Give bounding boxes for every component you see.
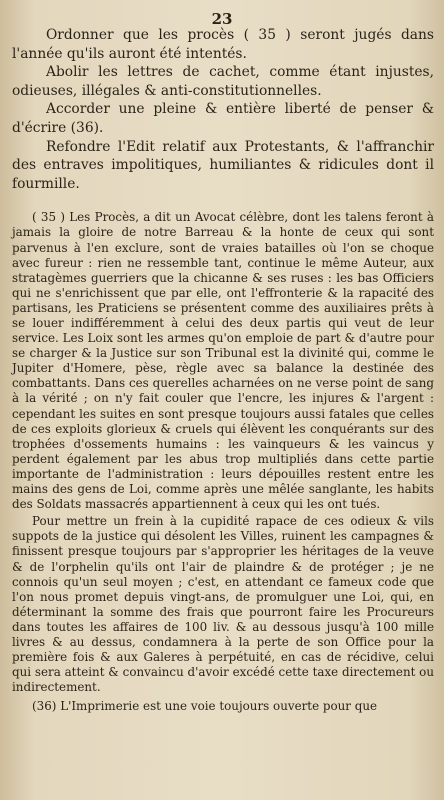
main-paragraph: Ordonner que les procès ( 35 ) seront jugés dans l'année qu'ils auront été intentés. <box>12 27 434 62</box>
footnote-36-start: (36) L'Imprimerie est une voie toujours ouverte pour que <box>32 699 378 714</box>
text-block <box>12 26 434 714</box>
page-number: 23 <box>211 10 233 28</box>
main-paragraph: Accorder une pleine & entière liberté de penser & d'écrire (36). <box>12 101 434 136</box>
main-paragraph: Refondre l'Edit relatif aux Protestants, & l'affranchir des entraves impolitiques, humiliantes & ridicules dont il fourmille. <box>12 138 434 192</box>
main-text <box>12 26 434 193</box>
footnote-35-continued: Pour mettre un frein à la cupidité rapace de ces odieux & vils suppots de la justice qui désolent les Villes, ruinent les campagnes & finissent presque toujours par s'approprier les héritages de la veuve & de l'orphelin qu'ils ont l'air de plaindre & de protéger ; je ne connois qu'un seul moyen ; c'est, en attendant ce fameux code que l'on nous promet depuis vingt-ans, de promulguer une Loi, qui, en déterminant la somme des frais que pourront faire les Procureurs dans toutes les affaires de 100 liv. & au dessous jusqu'à 100 mille livres & au dessus, condamnera à la perte de son Office pour la première fois & aux Galeres à perpétuité, en cas de récidive, celui qui sera atteint & convaincu d'avoir excédé cette taxe directement ou indirectement. <box>12 514 434 695</box>
footnotes <box>12 210 434 714</box>
main-paragraph: Abolir les lettres de cachet, comme étant injustes, odieuses, illégales & anti-constitutionnelles. <box>12 64 434 99</box>
footnote-35: ( 35 ) Les Procès, a dit un Avocat célèbre, dont les talens feront à jamais la gloire de notre Barreau & la honte de ceux qui sont parvenus à l'en exclure, sont de vraies batailles où l'on se choque avec fureur : rien ne ressemble tant, continue le même Auteur, aux stratagèmes guerriers que la chicanne & ses ruses : les bas Officiers qui ne s'enrichissent que par elle, ont l'effronterie & la rapacité des partisans, les Praticiens se présentent comme des auxiliaires prêts à se louer indifféremment à celui des deux partis qui veut de leur service. Les Loix sont les armes qu'on emploie de part & d'autre pour se charger & la Justice sur son Tribunal est la divinité qui, comme le Jupiter d'Homere, pèse, règle avec sa balance la destinée des combattants. Dans ces querelles acharnées on ne verse point de sang à la vérité ; on n'y fait couler que l'encre, les injures & l'argent : cependant les suites en sont presque toujours aussi fatales que celles de ces exploits glorieux & cruels qui élèvent les conquérants sur des trophées d'ossements humains : les vainqueurs & les vaincus y perdent également par les abus trop multipliés dans cette partie importante de l'administration : leurs dépouilles restent entre les mains des gens de Loi, comme après une mêlée sanglante, les habits des Soldats massacrés appartiennent à ceux qui les ont tués. <box>12 210 434 512</box>
